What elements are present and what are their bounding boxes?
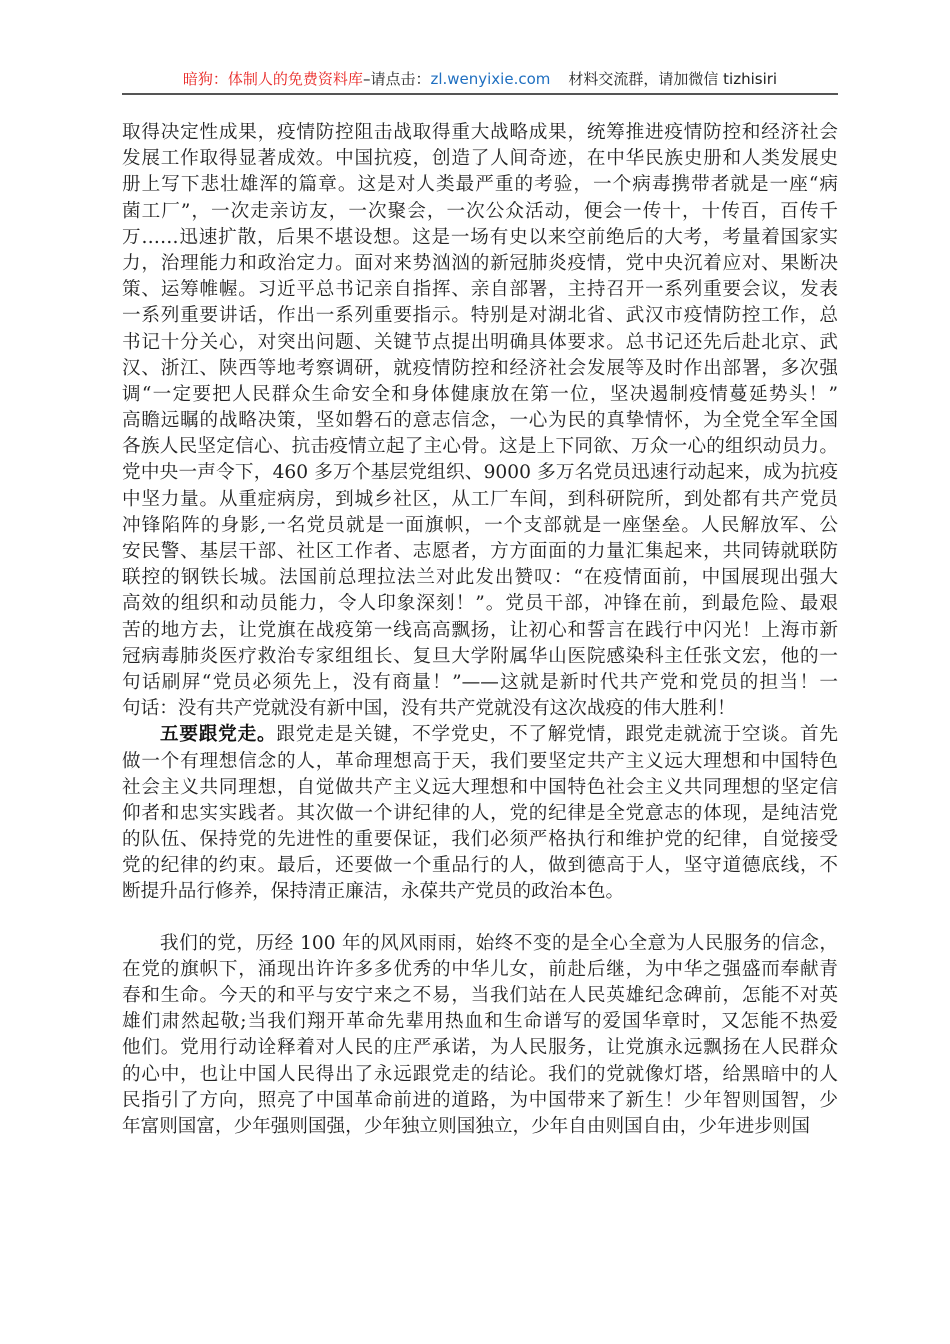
line-text: 联控的钢铁长城。法国前总理拉法兰对此发出赞叹：“在疫情面前，中国展现出强大 (122, 567, 838, 589)
paragraph-3 (122, 931, 838, 1141)
line-text: 调“一定要把人民群众生命安全和身体健康放在第一位，坚决遏制疫情蔓延势头！” (122, 383, 838, 405)
line-text: 苦的地方去，让党旗在战疫第一线高高飘扬，让初心和誓言在践行中闪光！上海市新 (122, 619, 838, 641)
text-line (122, 749, 838, 775)
text-line (122, 1088, 838, 1114)
text-line (122, 1062, 838, 1088)
line-text: 仰者和忠实实践者。其次做一个讲纪律的人，党的纪律是全党意志的体现，是纯洁党 (122, 802, 838, 824)
line-text: 社会主义共同理想，自觉做共产主义远大理想和中国特色社会主义共同理想的坚定信 (122, 776, 838, 798)
text-line (122, 957, 838, 983)
text-line (122, 644, 838, 670)
header-link[interactable]: zl.wenyixie.com (430, 70, 551, 88)
text-line (122, 827, 838, 853)
line-text: 汉、浙江、陕西等地考察调研，就疫情防控和经济社会发展等及时作出部署，多次强 (122, 357, 838, 379)
text-line (122, 225, 838, 251)
line-text: 力，治理能力和政治定力。面对来势汹汹的新冠肺炎疫情，党中央沉着应对、果断决 (122, 252, 838, 274)
line-text: 万……迅速扩散，后果不堪设想。这是一场有史以来空前绝后的大考，考量着国家实 (122, 226, 838, 248)
document-body (122, 120, 838, 1140)
header-click-prompt: –请点击： (362, 70, 431, 88)
line-text: 在党的旗帜下，涌现出许许多多优秀的中华儿女，前赴后继，为中华之强盛而奉献青 (122, 958, 838, 980)
text-line (122, 801, 838, 827)
text-line (122, 172, 838, 198)
line-text: 民指引了方向，照亮了中国革命前进的道路，为中国带来了新生！少年智则国智，少 (122, 1089, 838, 1111)
line-text: 各族人民坚定信心、抗击疫情立起了主心骨。这是上下同欲、万众一心的组织动员力。 (122, 436, 838, 458)
text-line (122, 1035, 838, 1061)
text-line (122, 460, 838, 486)
line-text: 中坚力量。从重症病房，到城乡社区，从工厂车间，到科研院所，到处都有共产党员 (122, 488, 838, 510)
text-line (122, 408, 838, 434)
paragraph-2 (122, 722, 838, 905)
paragraph-1 (122, 120, 838, 722)
line-text: 的心中，也让中国人民得出了永远跟党走的结论。我们的党就像灯塔，给黑暗中的人 (122, 1063, 838, 1085)
text-line (122, 931, 838, 957)
text-line (122, 487, 838, 513)
line-text: 冲锋陷阵的身影,一名党员就是一面旗帜，一个支部就是一座堡垒。人民解放军、公 (122, 514, 838, 536)
line-text: 册上写下悲壮雄浑的篇章。这是对人类最严重的考验，一个病毒携带者就是一座“病 (122, 174, 838, 196)
text-line (122, 1009, 838, 1035)
line-text: 他们。党用行动诠释着对人民的庄严承诺，为人民服务，让党旗永远飘扬在人民群众 (122, 1037, 838, 1059)
section-heading: 五要跟党走。 (160, 724, 277, 746)
text-line (122, 330, 838, 356)
text-line (122, 120, 838, 146)
line-text: 书记十分关心，对突出问题、关键节点提出明确具体要求。总书记还先后赴北京、武 (122, 331, 838, 353)
line-text: 冠病毒肺炎医疗救治专家组组长、复旦大学附属华山医院感染科主任张文宏，他的一 (122, 645, 838, 667)
text-line (122, 434, 838, 460)
text-line (122, 356, 838, 382)
text-line (122, 775, 838, 801)
text-line (122, 696, 838, 722)
text-line (122, 539, 838, 565)
line-text: 策、运筹帷幄。习近平总书记亲自指挥、亲自部署，主持召开一系列重要会议，发表 (122, 279, 838, 301)
text-line (122, 565, 838, 591)
text-line (122, 251, 838, 277)
line-text: 取得决定性成果，疫情防控阻击战取得重大战略成果，统筹推进疫情防控和经济社会 (122, 122, 838, 143)
line-text: 跟党走是关键，不学党史，不了解党情，跟党走就流于空谈。首先 (276, 724, 838, 746)
text-line (122, 303, 838, 329)
text-line (122, 722, 838, 748)
line-text: 安民警、基层干部、社区工作者、志愿者，方方面面的力量汇集起来，共同铸就联防 (122, 541, 838, 562)
line-text: 断提升品行修养，保持清正廉洁，永葆共产党员的政治本色。 (122, 881, 625, 903)
text-line (122, 853, 838, 879)
text-line (122, 1114, 838, 1140)
text-line (122, 513, 838, 539)
line-text: 高瞻远瞩的战略决策，坚如磐石的意志信念，一心为民的真挚情怀，为全党全军全国 (122, 410, 838, 432)
line-text: 一系列重要讲话，作出一系列重要指示。特别是对湖北省、武汉市疫情防控工作，总 (122, 305, 838, 327)
line-text: 春和生命。今天的和平与安宁来之不易，当我们站在人民英雄纪念碑前，怎能不对英 (122, 985, 838, 1006)
text-line (122, 277, 838, 303)
line-text: 高效的组织和动员能力，令人印象深刻！”。党员干部，冲锋在前，到最危险、最艰 (122, 593, 838, 615)
text-line (122, 146, 838, 172)
line-text: 的队伍、保持党的先进性的重要保证，我们必须严格执行和维护党的纪律，自觉接受 (122, 829, 838, 851)
text-line (122, 618, 838, 644)
line-text: 党的纪律的约束。最后，还要做一个重品行的人，做到德高于人，坚守道德底线，不 (122, 855, 838, 877)
line-text: 做一个有理想信念的人，革命理想高于天，我们要坚定共产主义远大理想和中国特色 (122, 750, 838, 772)
text-line (122, 591, 838, 617)
header-divider (122, 93, 838, 95)
line-text: 雄们肃然起敬;当我们翔开革命先辈用热血和生命谱写的爱国华章时，又怎能不热爱 (122, 1011, 838, 1033)
header-brand: 暗狗：体制人的免费资料库 (182, 70, 363, 88)
line-text: 党中央一声令下，460 多万个基层党组织、9000 多万名党员迅速行动起来，成为抗疫 (122, 462, 838, 484)
line-text: 句话刷屏“党员必须先上，没有商量！”——这就是新时代共产党和党员的担当！一 (122, 671, 838, 693)
text-line (122, 983, 838, 1009)
line-text: 菌工厂”，一次走亲访友，一次聚会，一次公众活动，便会一传十，十传百，百传千 (122, 200, 838, 222)
page-header (122, 68, 838, 90)
text-line (122, 199, 838, 225)
line-text: 我们的党，历经 100 年的风风雨雨，始终不变的是全心全意为人民服务的信念， (160, 932, 838, 954)
text-line (122, 879, 838, 905)
text-line (122, 382, 838, 408)
text-line (122, 670, 838, 696)
header-wechat-note: 材料交流群，请加微信 tizhisiri (568, 70, 778, 88)
line-text: 发展工作取得显著成效。中国抗疫，创造了人间奇迹，在中华民族史册和人类发展史 (122, 148, 838, 170)
line-text: 句话：没有共产党就没有新中国，没有共产党就没有这次战疫的伟大胜利！ (122, 698, 736, 720)
line-text: 年富则国富，少年强则国强，少年独立则国独立，少年自由则国自由，少年进步则国 (122, 1115, 810, 1137)
